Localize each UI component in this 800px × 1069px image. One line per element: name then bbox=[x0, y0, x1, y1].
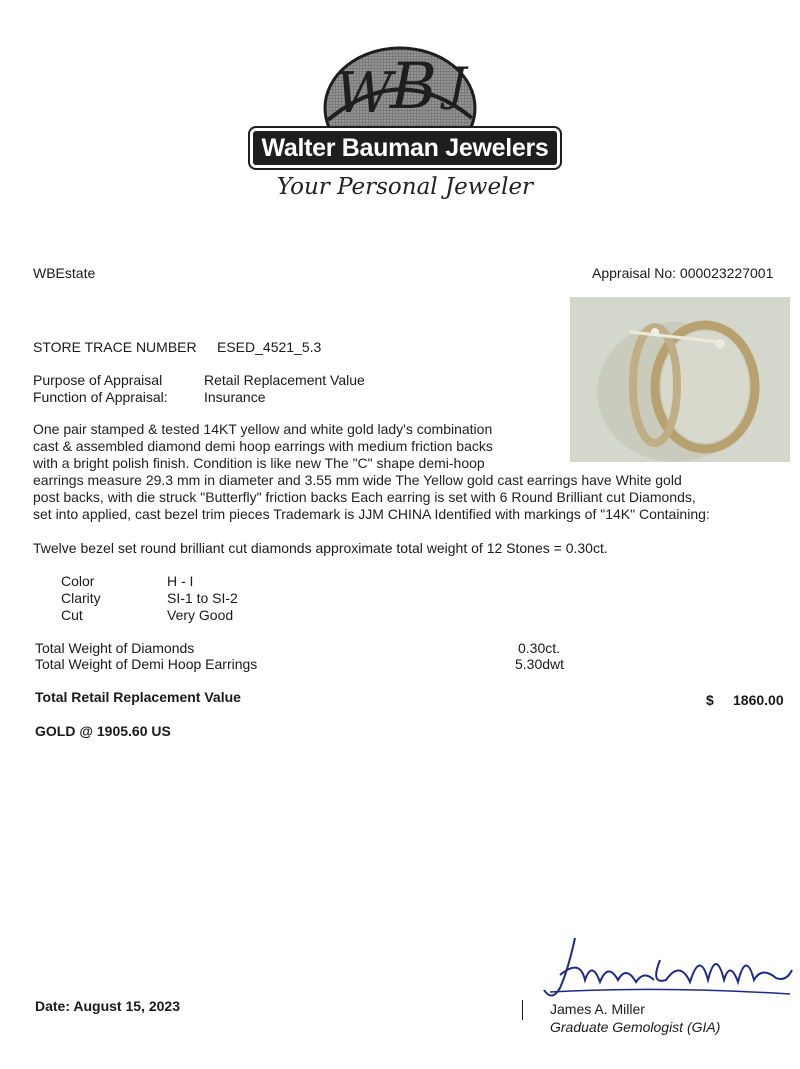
grade-label-cut: Cut bbox=[61, 607, 83, 623]
retail-value-amount: 1860.00 bbox=[733, 692, 784, 708]
handwritten-signature bbox=[540, 930, 800, 1005]
appraisal-date: Date: August 15, 2023 bbox=[35, 998, 180, 1014]
grade-label-color: Color bbox=[61, 573, 95, 589]
svg-text:B: B bbox=[390, 50, 438, 124]
currency-symbol: $ bbox=[706, 692, 714, 708]
retail-value-label: Total Retail Replacement Value bbox=[35, 689, 241, 705]
appraisal-number: Appraisal No: 000023227001 bbox=[592, 265, 774, 281]
tagline: Your Personal Jeweler bbox=[276, 174, 534, 200]
purpose-label: Purpose of Appraisal bbox=[33, 372, 163, 388]
store-trace-label: STORE TRACE NUMBER bbox=[33, 339, 197, 355]
grade-value-clarity: SI-1 to SI-2 bbox=[167, 590, 238, 606]
function-label: Function of Appraisal: bbox=[33, 389, 168, 405]
description-line: One pair stamped & tested 14KT yellow and white gold lady's combination bbox=[33, 421, 493, 437]
description-line: with a bright polish finish. Condition is like new The "C" shape demi-hoop bbox=[33, 455, 485, 471]
signature-divider bbox=[522, 1000, 523, 1020]
grade-value-color: H - I bbox=[167, 573, 194, 589]
estate-label: WBEstate bbox=[33, 265, 96, 281]
description-line: post backs, with die struck "Butterfly" friction backs Each earring is set with 6 Round Brilliant cut Diamonds, bbox=[33, 489, 696, 505]
description-line: earrings measure 29.3 mm in diameter and 3.55 mm wide The Yellow gold cast earrings have White gold bbox=[33, 472, 682, 488]
store-trace-value: ESED_4521_5.3 bbox=[217, 339, 322, 355]
function-value: Insurance bbox=[204, 389, 266, 405]
total-diamonds-label: Total Weight of Diamonds bbox=[35, 640, 195, 656]
company-name: Walter Bauman Jewelers bbox=[261, 133, 549, 162]
grade-value-cut: Very Good bbox=[167, 607, 234, 623]
total-earrings-label: Total Weight of Demi Hoop Earrings bbox=[35, 656, 258, 672]
total-diamonds-value: 0.30ct. bbox=[518, 640, 561, 656]
stones-summary: Twelve bezel set round brilliant cut diamonds approximate total weight of 12 Stones = 0.30ct. bbox=[33, 540, 608, 556]
svg-text:W: W bbox=[335, 61, 393, 126]
item-description bbox=[33, 421, 773, 523]
wbj-monogram-icon bbox=[240, 30, 570, 130]
signer-name: James A. Miller bbox=[550, 1001, 645, 1017]
description-line: set into applied, cast bezel trim pieces Trademark is JJM CHINA Identified with markings of "14K" Containing: bbox=[33, 506, 710, 522]
purpose-value: Retail Replacement Value bbox=[204, 372, 365, 388]
description-line: cast & assembled diamond demi hoop earrings with medium friction backs bbox=[33, 438, 493, 454]
gold-price: GOLD @ 1905.60 US bbox=[35, 723, 171, 739]
grade-label-clarity: Clarity bbox=[61, 590, 101, 606]
svg-text:J: J bbox=[448, 57, 467, 111]
signer-title: Graduate Gemologist (GIA) bbox=[550, 1019, 721, 1035]
company-name-banner bbox=[250, 128, 560, 168]
total-earrings-value: 5.30dwt bbox=[515, 656, 565, 672]
